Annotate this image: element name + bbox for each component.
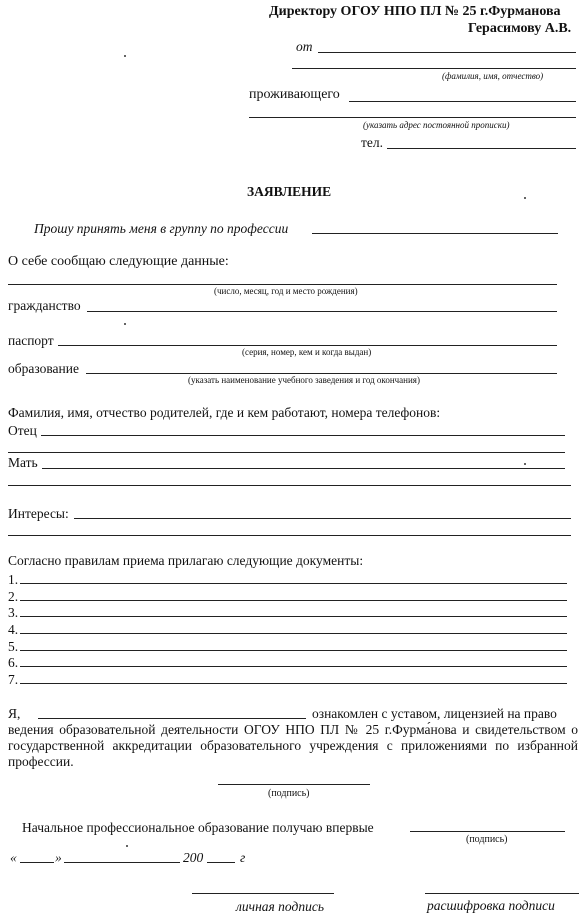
fio-line-1[interactable]	[318, 52, 576, 53]
ack-text-body: ведения образовательной деятельности ОГОУ НПО ПЛ № 25 г.Фурма́нова и свидетельством о государственной аккредитации образовательного учреждения с приложениями по избранной профессии.	[8, 722, 578, 769]
date-open-quote: «	[10, 850, 17, 865]
scan-speck	[524, 197, 526, 199]
scan-speck	[126, 845, 128, 847]
document-item-number: 1.	[8, 572, 19, 587]
phone-label: тел.	[361, 135, 384, 150]
signature-decode-label: расшифровка подписи	[427, 898, 555, 913]
personal-signature-label: личная подпись	[236, 899, 324, 914]
signature-decode-line[interactable]	[425, 893, 579, 894]
birth-line[interactable]	[8, 284, 557, 285]
personal-signature-line[interactable]	[192, 893, 334, 894]
birth-hint: (число, месяц, год и место рождения)	[214, 286, 358, 296]
addressee-line-1: Директору ОГОУ НПО ПЛ № 25 г.Фурманова	[269, 4, 561, 19]
date-close-quote: »	[55, 850, 62, 865]
ack-name-line[interactable]	[38, 718, 306, 719]
education-hint: (указать наименование учебного заведения и год окончания)	[188, 375, 420, 385]
date-year-suffix: г	[240, 850, 246, 865]
parents-intro: Фамилия, имя, отчество родителей, где и кем работают, номера телефонов:	[8, 405, 441, 420]
passport-hint: (серия, номер, кем и когда выдан)	[242, 347, 372, 357]
date-month-line[interactable]	[64, 862, 180, 863]
document-item-line[interactable]	[20, 683, 567, 684]
document-item-line[interactable]	[20, 650, 567, 651]
ack-text-first: ознакомлен с уставом, лицензией на право	[312, 706, 557, 721]
date-day-line[interactable]	[20, 862, 54, 863]
document-item-line[interactable]	[20, 616, 567, 617]
document-item-line[interactable]	[20, 666, 567, 667]
ack-signature-line[interactable]	[218, 784, 370, 785]
document-title: ЗАЯВЛЕНИЕ	[247, 184, 332, 199]
interests-line-1[interactable]	[74, 518, 571, 519]
address-line-2[interactable]	[249, 117, 576, 118]
addressee-line-2: Герасимову А.В.	[468, 21, 572, 36]
scan-speck	[124, 323, 126, 325]
interests-line-2[interactable]	[8, 535, 571, 536]
father-line-1[interactable]	[41, 435, 565, 436]
father-label: Отец	[8, 423, 37, 438]
document-item-number: 3.	[8, 605, 19, 620]
profession-line[interactable]	[312, 233, 558, 234]
mother-line-1[interactable]	[42, 468, 565, 469]
mother-label: Мать	[8, 455, 38, 470]
from-label: от	[296, 39, 313, 54]
address-hint: (указать адрес постоянной прописки)	[363, 120, 510, 130]
address-line-1[interactable]	[349, 101, 576, 102]
about-intro: О себе сообщаю следующие данные:	[8, 254, 229, 269]
residing-label: проживающего	[249, 87, 340, 102]
date-year-prefix: 200	[183, 850, 204, 865]
mother-line-2[interactable]	[8, 485, 571, 486]
first-time-signature-hint: (подпись)	[466, 834, 508, 845]
first-time-signature-line[interactable]	[410, 831, 565, 832]
document-item-number: 7.	[8, 672, 19, 687]
ack-prefix: Я,	[8, 706, 21, 721]
document-item-number: 5.	[8, 639, 19, 654]
ack-signature-hint: (подпись)	[268, 788, 310, 799]
father-line-2[interactable]	[8, 452, 565, 453]
document-item-number: 6.	[8, 655, 19, 670]
fio-hint: (фамилия, имя, отчество)	[442, 71, 544, 81]
fio-line-2[interactable]	[292, 68, 576, 69]
passport-label: паспорт	[8, 333, 54, 348]
education-label: образование	[8, 361, 79, 376]
document-item-number: 4.	[8, 622, 19, 637]
education-line[interactable]	[86, 373, 557, 374]
request-text: Прошу принять меня в группу по профессии	[34, 221, 289, 236]
citizenship-line[interactable]	[87, 311, 557, 312]
document-item-number: 2.	[8, 589, 19, 604]
document-item-line[interactable]	[20, 633, 567, 634]
date-year-line[interactable]	[207, 862, 235, 863]
document-item-line[interactable]	[20, 583, 567, 584]
documents-intro: Согласно правилам приема прилагаю следующие документы:	[8, 553, 364, 568]
scan-speck	[524, 463, 526, 465]
passport-line[interactable]	[58, 345, 557, 346]
phone-line[interactable]	[387, 148, 576, 149]
document-item-line[interactable]	[20, 600, 567, 601]
scan-speck	[124, 55, 126, 57]
citizenship-label: гражданство	[8, 298, 81, 313]
interests-label: Интересы:	[8, 506, 69, 521]
first-time-text: Начальное профессиональное образование получаю впервые	[22, 820, 374, 835]
